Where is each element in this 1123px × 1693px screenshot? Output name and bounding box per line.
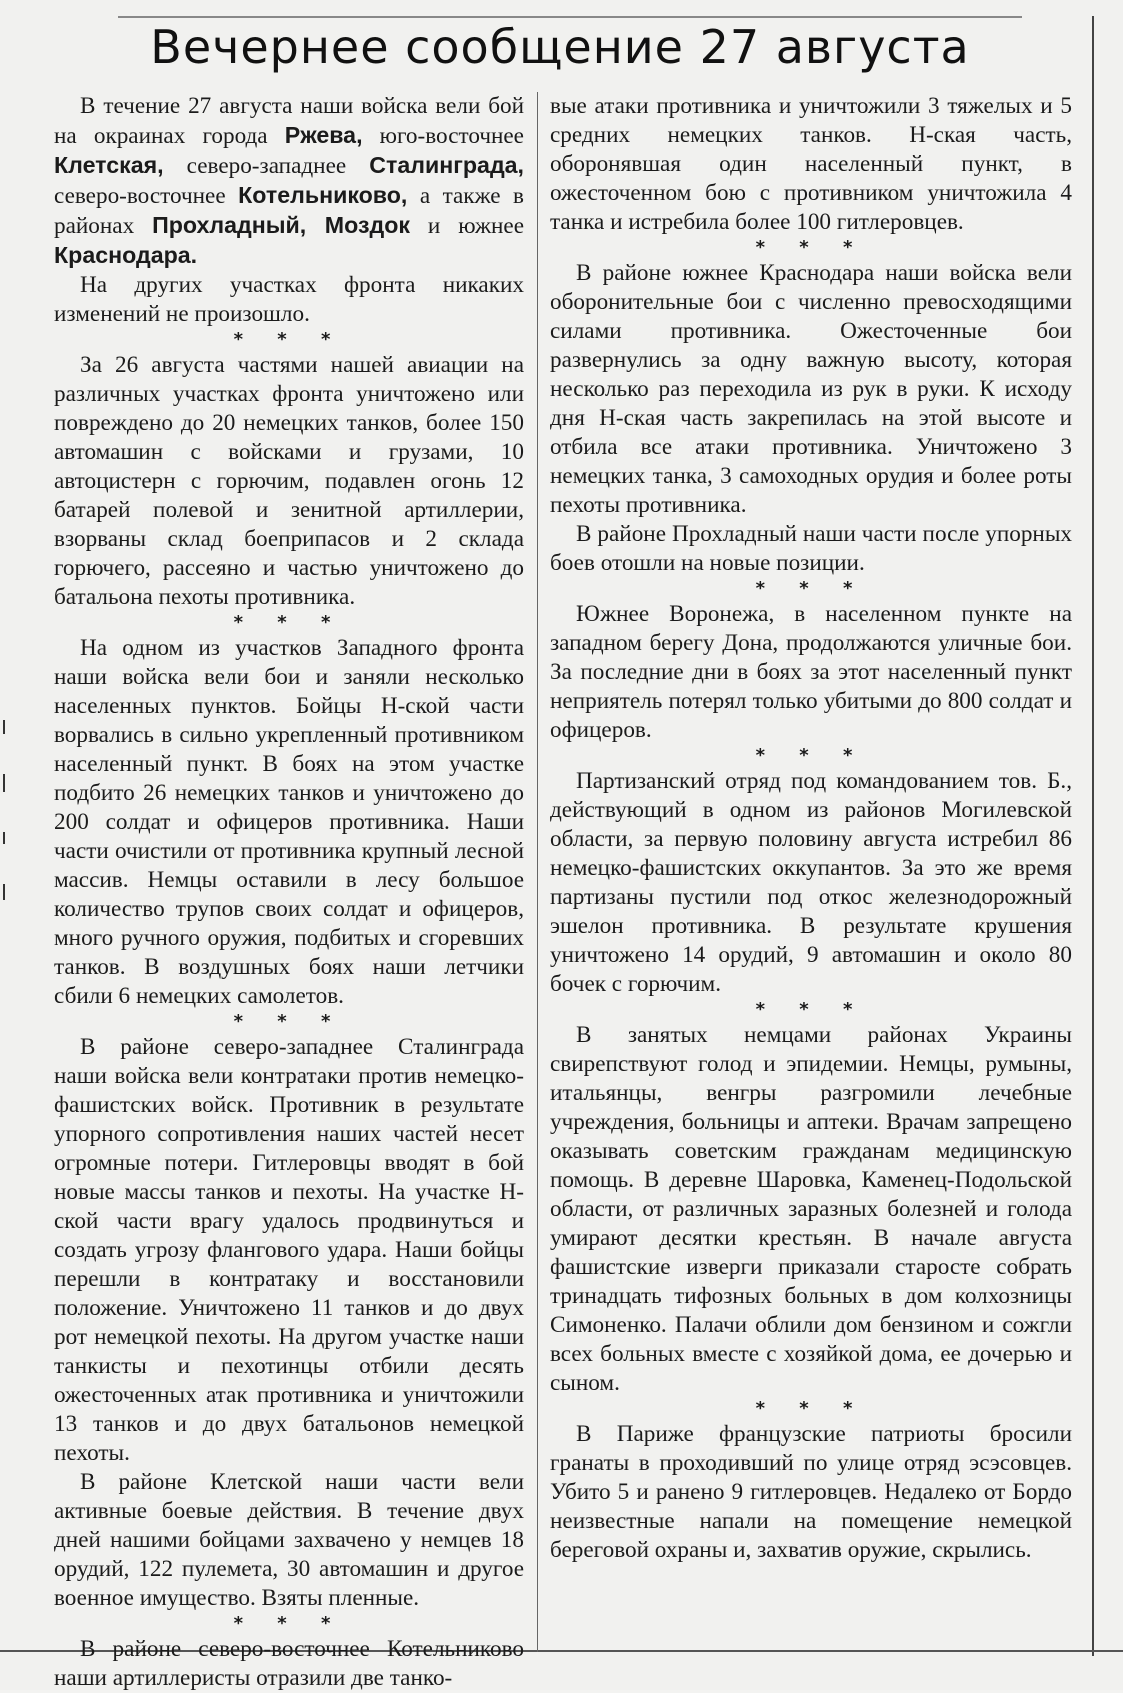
paragraph-p8: вые атаки противника и уничтожили 3 тяжелых и 5 средних немецких танков. Н-ская часть, оборонявшая один населенный пункт, в ожесточенном бою с противником уничтожила 4 танка и истребила более 100 гитлеровцев. bbox=[550, 93, 1072, 235]
right-column bbox=[550, 92, 1072, 1648]
paragraph-p4: На одном из участков Западного фронта наши войска вели бои и заняли несколько населенных пунктов. Бойцы Н-ской части ворвались в сильно укрепленный противником населенный пункт. В боях на этом участке подбито 26 немецких танков и уничтожено до 200 солдат и офицеров противника. Наши части очистили от противника крупный лесной массив. Немцы оставили в лесу большое количество трупов своих солдат и офицеров, много ручного оружия, подбитых и сгоревших танков. В воздушных боях наши летчики сбили 6 немецких самолетов. bbox=[54, 635, 524, 1009]
section-separator: * * * bbox=[755, 237, 867, 258]
place-name: Сталинграда, bbox=[369, 152, 524, 178]
text-run: а также в районах bbox=[54, 183, 524, 239]
paragraph-p7: В районе северо-восточнее Котельниково наши артиллеристы отразили две танко- bbox=[54, 1636, 524, 1691]
text-run: северо-восточнее bbox=[54, 183, 239, 209]
paragraph-p10: В районе Прохладный наши части после упорных боев отошли на новые позиции. bbox=[550, 521, 1072, 576]
section-separator: * * * bbox=[755, 578, 867, 599]
top-rule bbox=[118, 16, 1022, 18]
margin-mark bbox=[3, 720, 5, 734]
margin-mark bbox=[3, 832, 5, 844]
article-title: Вечернее сообщение 27 августа bbox=[150, 20, 970, 74]
section-separator: * * * bbox=[233, 1613, 345, 1634]
place-name: Краснодара. bbox=[54, 242, 198, 268]
section-separator: * * * bbox=[233, 612, 345, 633]
paragraph-p6: В районе Клетской наши части вели активные боевые действия. В течение двух дней нашими бойцами захвачено у немцев 18 орудий, 122 пулемета, 30 автомашин и другое военное имущество. Взяты пленные. bbox=[54, 1469, 524, 1611]
place-name: Котельниково, bbox=[238, 182, 408, 208]
place-name: Клетская, bbox=[54, 152, 164, 178]
paragraph-p1 bbox=[54, 92, 524, 271]
paragraph-p2: На других участках фронта никаких изменений не произошло. bbox=[54, 272, 524, 327]
paragraph-p13: В занятых немцами районах Украины свирепствуют голод и эпидемии. Немцы, румыны, итальянцы, венгры разгромили лечебные учреждения, больницы и аптеки. Врачам запрещено оказывать советским гражданам медицинскую помощь. В деревне Шаровка, Каменец-Подольской области, от различных заразных болезней и голода умирают десятки крестьян. В начале августа фашистские изверги приказали старосте собрать тринадцать тифозных больных в дом колхозницы Симоненко. Палачи облили дом бензином и сожгли всех больных вместе с хозяйкой дома, ее дочерью и сыном. bbox=[550, 1022, 1072, 1396]
paragraph-p11: Южнее Воронежа, в населенном пункте на западном берегу Дона, продолжаются уличные бои. За последние дни в боях за этот населенный пункт неприятель потерял только убитыми до 800 солдат и офицеров. bbox=[550, 601, 1072, 743]
section-separator: * * * bbox=[755, 745, 867, 766]
margin-marks bbox=[0, 680, 10, 900]
text-run: и южнее bbox=[410, 213, 524, 239]
place-name: Ржева, bbox=[284, 122, 363, 148]
place-name: Прохладный, Моздок bbox=[152, 212, 410, 238]
margin-mark bbox=[3, 884, 5, 900]
paragraph-p3: За 26 августа частями нашей авиации на различных участках фронта уничтожено или повреждено до 20 немецких танков, более 150 автомашин с войсками и грузами, 10 автоцистерн с горючим, подавлен огонь 12 батарей полевой и зенитной артиллерии, взорваны склад боеприпасов и 2 склада горючего, рассеяно и частью уничтожено до батальона пехоты противника. bbox=[54, 352, 524, 610]
right-rule bbox=[1092, 16, 1094, 1656]
text-run: юго-восточнее bbox=[362, 123, 524, 149]
paragraph-p14: В Париже французские патриоты бросили гранаты в проходивший по улице отряд эсэсовцев. Убито 5 и ранено 9 гитлеровцев. Недалеко от Бордо неизвестные напали на помещение немецкой береговой охраны и, захватив оружие, скрылись. bbox=[550, 1421, 1072, 1563]
text-run: В течение 27 августа наши войска вели бой на окраинах города bbox=[54, 93, 524, 149]
section-separator: * * * bbox=[755, 1398, 867, 1419]
left-column bbox=[54, 92, 524, 1691]
margin-mark bbox=[3, 774, 5, 792]
column-divider bbox=[537, 92, 538, 1652]
text-run: северо-западнее bbox=[163, 153, 370, 179]
section-separator: * * * bbox=[755, 999, 867, 1020]
paragraph-p5: В районе северо-западнее Сталинграда наши войска вели контратаки против немецко-фашистских войск. Противник в результате упорного сопротивления наших частей несет огромные потери. Гитлеровцы вводят в бой новые массы танков и пехоты. На участке Н-ской части врагу удалось продвинуться и создать угрозу флангового удара. Наши бойцы перешли в контратаку и восстановили положение. Уничтожено 11 танков и до двух рот немецкой пехоты. На другом участке наши танкисты и пехотинцы отбили десять ожесточенных атак противника и уничтожили 13 танков и до двух батальонов немецкой пехоты. bbox=[54, 1034, 524, 1466]
paragraph-p12: Партизанский отряд под командованием тов. Б., действующий в одном из районов Могилевской области, за первую половину августа истребил 86 немецко-фашистских оккупантов. За это же время партизаны пустили под откос железнодорожный эшелон противника. В результате крушения уничтожено 14 орудий, 9 автомашин и около 80 бочек с горючим. bbox=[550, 768, 1072, 997]
section-separator: * * * bbox=[233, 1011, 345, 1032]
paragraph-p9: В районе южнее Краснодара наши войска вели оборонительные бои с численно превосходящими силами противника. Ожесточенные бои развернулись за одну важную высоту, которая несколько раз переходила из рук в руки. К исходу дня Н-ская часть закрепилась на этой высоте и отбила все атаки противника. Уничтожено 3 немецких танка, 3 самоходных орудия и более роты пехоты противника. bbox=[550, 260, 1072, 518]
section-separator: * * * bbox=[233, 329, 345, 350]
